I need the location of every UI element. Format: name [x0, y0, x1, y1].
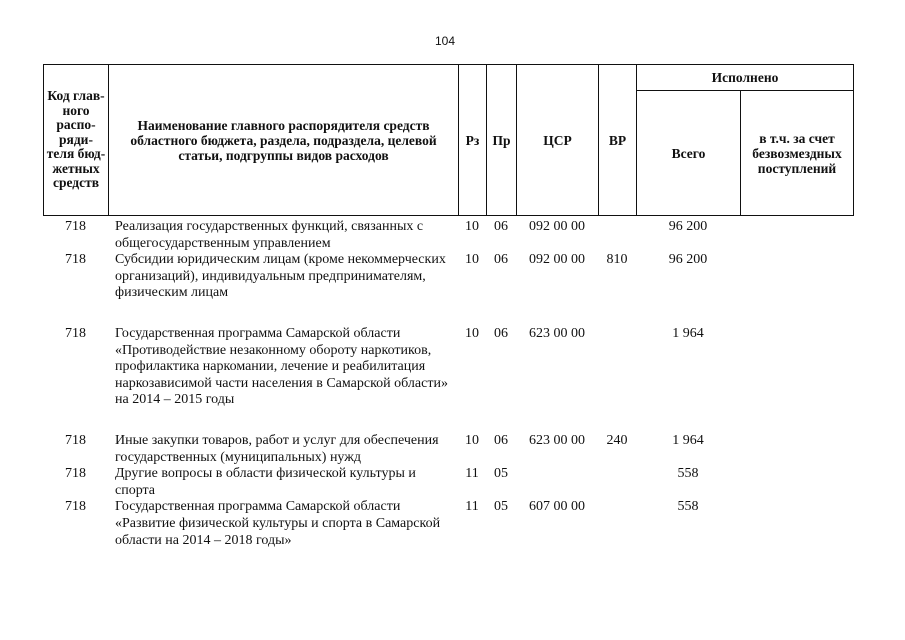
table-row — [43, 326, 853, 409]
table-row — [43, 252, 853, 302]
row-rz: 10 — [465, 252, 479, 268]
row-vr: 240 — [606, 432, 628, 448]
header-incl: в т.ч. за счет безвозмездных поступлений — [741, 91, 854, 216]
row-pr: 06 — [494, 219, 508, 234]
table-row — [43, 499, 853, 549]
row-code: 718 — [65, 466, 86, 482]
row-vr: 810 — [606, 252, 628, 268]
row-incl — [740, 499, 853, 549]
header-rz: Рз — [459, 65, 487, 216]
row-name: Государственная программа Самарской области «Развитие физической культуры и спорта в Самарской области на 2014 – 2018 годы» — [115, 499, 441, 548]
row-csr — [516, 466, 598, 499]
row-incl — [740, 219, 853, 252]
row-rz: 10 — [465, 325, 479, 341]
row-csr: 623 00 00 — [529, 325, 585, 341]
row-code: 718 — [65, 219, 86, 234]
table-header — [43, 64, 854, 216]
row-csr: 092 00 00 — [529, 219, 585, 234]
row-vr — [598, 466, 636, 499]
row-rz: 11 — [465, 466, 479, 482]
header-executed: Исполнено — [637, 65, 854, 91]
row-name: Государственная программа Самарской области «Противодействие незаконному обороту наркотиков, профилактика наркомании, лечение и реабилитация наркозависимой части населения в Самарской области» на 2014 – 2015 годы — [115, 325, 448, 408]
row-rz: 10 — [465, 432, 479, 448]
header-name: Наименование главного распорядителя средств областного бюджета, раздела, подраздела, целевой статьи, подгруппы видов расходов — [109, 65, 459, 216]
row-rz: 11 — [465, 499, 479, 515]
row-total: 96 200 — [668, 219, 708, 234]
row-rz: 10 — [465, 219, 479, 234]
row-incl — [740, 252, 853, 302]
row-total: 1 964 — [672, 432, 704, 448]
row-incl — [740, 326, 853, 409]
row-pr: 06 — [494, 325, 508, 341]
row-name: Субсидии юридическим лицам (кроме некоммерческих организаций), индивидуальным предпринимателям, физическим лицам — [115, 252, 446, 301]
table-row — [43, 219, 853, 252]
table-body — [43, 219, 853, 549]
row-name: Другие вопросы в области физической культуры и спорта — [115, 466, 416, 498]
row-pr: 05 — [494, 499, 508, 515]
row-vr — [598, 219, 636, 252]
row-total: 1 964 — [672, 325, 704, 341]
row-code: 718 — [65, 252, 86, 268]
row-pr: 06 — [494, 252, 508, 268]
row-code: 718 — [65, 432, 86, 448]
page-number: 104 — [434, 34, 456, 48]
row-name: Иные закупки товаров, работ и услуг для обеспечения государственных (муниципальных) нужд — [115, 432, 439, 465]
row-name: Реализация государственных функций, связанных с общегосударственным управлением — [115, 219, 424, 251]
row-code: 718 — [65, 325, 86, 341]
row-pr: 06 — [494, 432, 508, 448]
row-csr: 623 00 00 — [529, 432, 585, 448]
row-csr: 607 00 00 — [529, 499, 585, 515]
row-total: 96 200 — [668, 252, 708, 268]
header-code: Код глав-ного распо-ряди-теля бюд-жетных средств — [44, 65, 109, 216]
table-row — [43, 466, 853, 499]
table-row — [43, 433, 853, 466]
row-total: 558 — [677, 499, 699, 515]
row-incl — [740, 466, 853, 499]
row-vr — [598, 326, 636, 409]
header-total: Всего — [637, 91, 741, 216]
header-csr: ЦСР — [517, 65, 599, 216]
row-incl — [740, 433, 853, 466]
row-code: 718 — [65, 499, 86, 515]
header-pr: Пр — [487, 65, 517, 216]
row-total: 558 — [677, 466, 699, 482]
row-csr: 092 00 00 — [529, 252, 585, 268]
header-vr: ВР — [599, 65, 637, 216]
row-pr: 05 — [494, 466, 508, 482]
row-vr — [598, 499, 636, 549]
